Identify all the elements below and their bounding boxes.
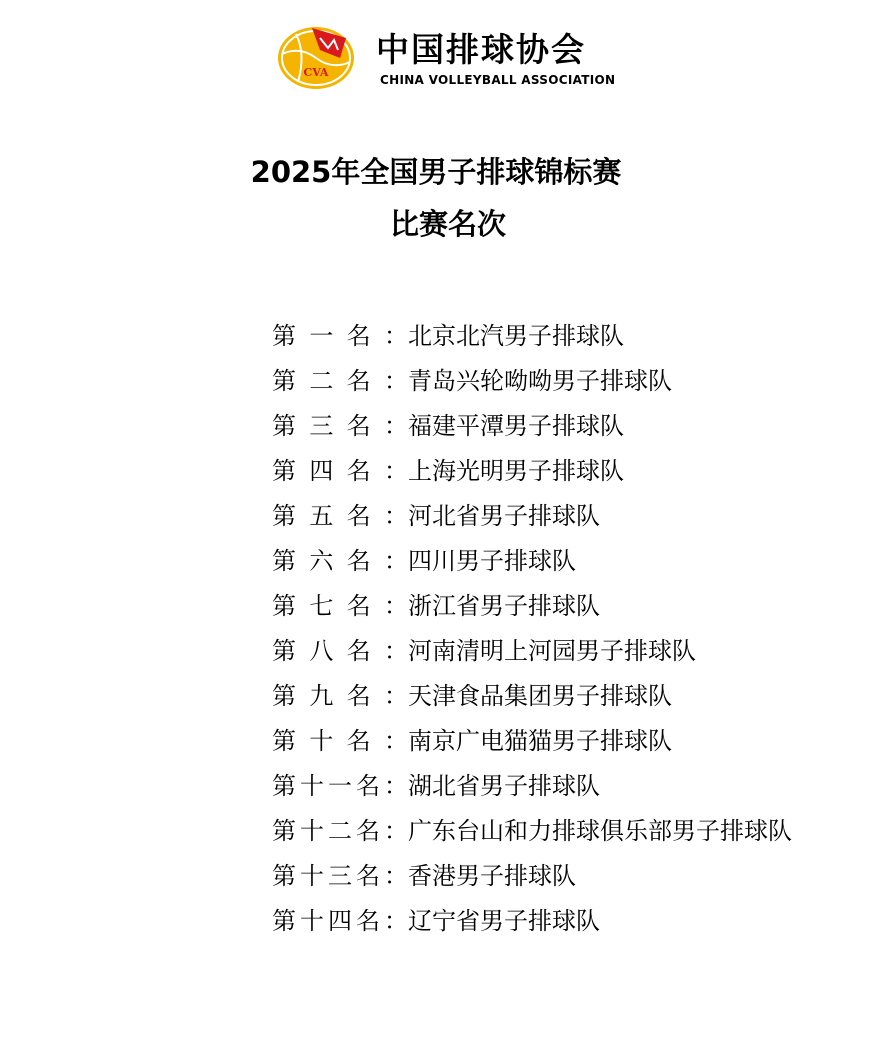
team-name: 河北省男子排球队 — [408, 502, 600, 530]
ranking-row — [272, 586, 872, 631]
rank-label: 第 四 名 ： — [272, 457, 408, 485]
ranking-row — [272, 901, 872, 946]
rank-label: 第 十 三 名 ： — [272, 862, 408, 890]
ranking-row — [272, 361, 872, 406]
team-name: 天津食品集团男子排球队 — [408, 682, 672, 710]
rank-label: 第 一 名 ： — [272, 322, 408, 350]
ranking-row — [272, 451, 872, 496]
ranking-row — [272, 676, 872, 721]
page-subtitle: 比赛名次 — [389, 207, 506, 241]
ranking-row — [272, 721, 872, 766]
emblem-text: CVA — [303, 66, 329, 79]
rank-label: 第 七 名 ： — [272, 592, 408, 620]
rank-label: 第 三 名 ： — [272, 412, 408, 440]
team-name: 浙江省男子排球队 — [408, 592, 600, 620]
rank-label: 第 九 名 ： — [272, 682, 408, 710]
team-name: 南京广电猫猫男子排球队 — [408, 727, 672, 755]
rank-label: 第 六 名 ： — [272, 547, 408, 575]
team-name: 河南清明上河园男子排球队 — [408, 637, 696, 665]
page-title: 2025年全国男子排球锦标赛 — [250, 155, 622, 189]
rank-label: 第 八 名 ： — [272, 637, 408, 665]
rank-label: 第 十 一 名 ： — [272, 772, 408, 800]
cva-logo — [276, 24, 616, 94]
rank-label: 第 十 二 名 ： — [272, 817, 408, 845]
ranking-row — [272, 541, 872, 586]
logo-english-name: CHINA VOLLEYBALL ASSOCIATION — [380, 73, 616, 87]
team-name: 香港男子排球队 — [408, 862, 576, 890]
rank-label: 第 十 名 ： — [272, 727, 408, 755]
ranking-row — [272, 631, 872, 676]
rank-label: 第 十 四 名 ： — [272, 907, 408, 935]
team-name: 湖北省男子排球队 — [408, 772, 600, 800]
ranking-row — [272, 811, 872, 856]
ranking-row — [272, 496, 872, 541]
ranking-row — [272, 766, 872, 811]
rankings-list — [272, 316, 872, 946]
team-name: 福建平潭男子排球队 — [408, 412, 624, 440]
team-name: 青岛兴轮呦呦男子排球队 — [408, 367, 672, 395]
rank-label: 第 二 名 ： — [272, 367, 408, 395]
ranking-row — [272, 856, 872, 901]
logo-chinese-name: 中国排球协会 — [376, 30, 586, 69]
ranking-row — [272, 406, 872, 451]
team-name: 辽宁省男子排球队 — [408, 907, 600, 935]
rank-label: 第 五 名 ： — [272, 502, 408, 530]
volleyball-emblem-icon — [276, 24, 356, 90]
team-name: 上海光明男子排球队 — [408, 457, 624, 485]
ranking-row — [272, 316, 872, 361]
team-name: 北京北汽男子排球队 — [408, 322, 624, 350]
team-name: 四川男子排球队 — [408, 547, 576, 575]
team-name: 广东台山和力排球俱乐部男子排球队 — [408, 817, 792, 845]
